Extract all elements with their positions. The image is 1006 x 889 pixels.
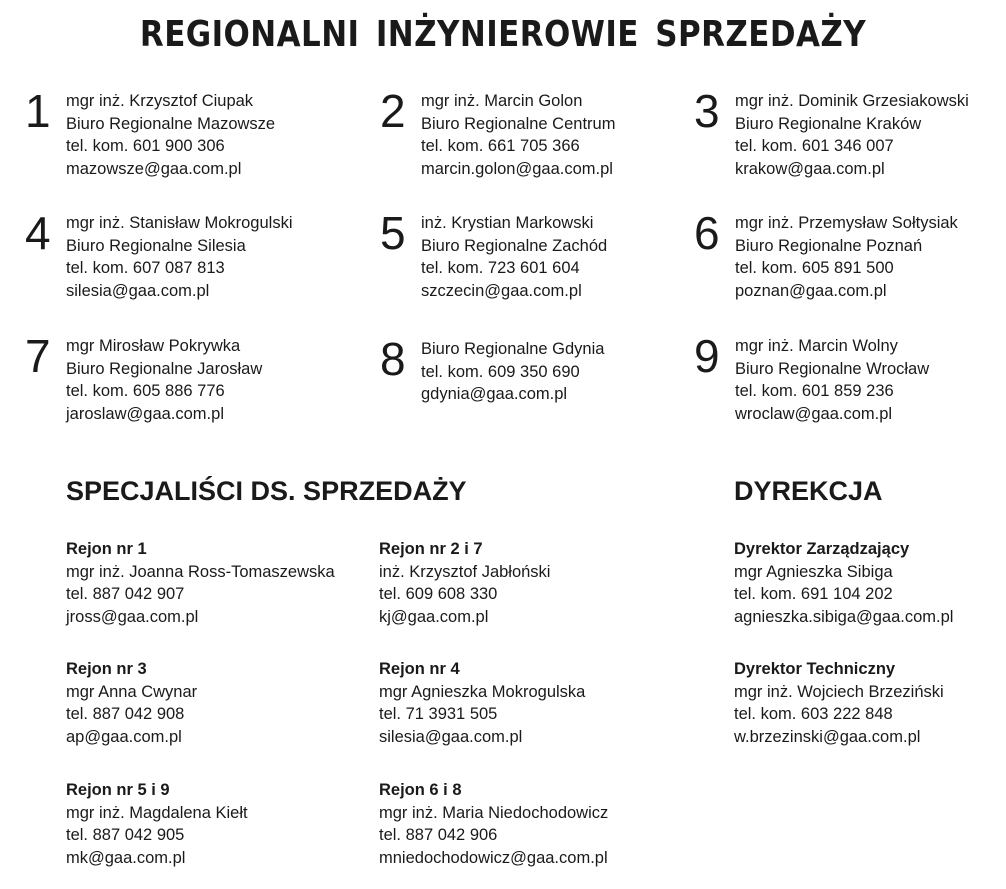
- region-number: 9: [694, 330, 720, 382]
- specialist-email[interactable]: silesia@gaa.com.pl: [379, 727, 523, 746]
- region-label: Rejon nr 5 i 9: [66, 781, 170, 799]
- director-card: [734, 538, 1004, 628]
- engineer-7: [25, 330, 355, 425]
- engineer-email[interactable]: szczecin@gaa.com.pl: [421, 281, 582, 300]
- region-number: 7: [25, 330, 51, 382]
- specialist-name: mgr inż. Maria Niedochodowicz: [379, 803, 609, 822]
- region-label: Rejon nr 2 i 7: [379, 540, 483, 558]
- engineer-phone: tel. kom. 607 087 813: [66, 259, 225, 277]
- specialist-phone: tel. 887 042 906: [379, 826, 498, 844]
- director-role: Dyrektor Zarządzający: [734, 540, 910, 558]
- specialist-phone: tel. 887 042 908: [66, 705, 185, 723]
- engineer-8: [380, 333, 710, 428]
- management-heading: DYREKCJA: [734, 476, 883, 506]
- director-name: mgr inż. Wojciech Brzeziński: [734, 682, 944, 701]
- engineer-4: [25, 207, 355, 302]
- region-label: Rejon nr 3: [66, 660, 147, 678]
- specialist-name: inż. Krzysztof Jabłoński: [379, 562, 551, 581]
- specialist-email[interactable]: ap@gaa.com.pl: [66, 727, 182, 746]
- region-label: Rejon nr 1: [66, 540, 147, 558]
- engineer-name: mgr inż. Przemysław Sołtysiak: [735, 214, 958, 232]
- engineer-name: mgr inż. Marcin Golon: [421, 92, 583, 110]
- specialist-card: [66, 779, 366, 869]
- engineer-office: Biuro Regionalne Kraków: [735, 114, 922, 133]
- engineer-office: Biuro Regionalne Jarosław: [66, 359, 263, 378]
- engineer-phone: tel. kom. 605 886 776: [66, 382, 225, 400]
- engineer-phone: tel. kom. 609 350 690: [421, 362, 580, 381]
- engineer-3: [694, 85, 1006, 180]
- engineer-email[interactable]: wroclaw@gaa.com.pl: [735, 404, 893, 423]
- specialist-phone: tel. 71 3931 505: [379, 705, 498, 723]
- engineer-name: inż. Krystian Markowski: [421, 214, 594, 232]
- director-card: [734, 658, 1004, 748]
- specialist-card: [379, 658, 679, 748]
- engineer-5: [380, 207, 710, 302]
- specialist-name: mgr inż. Joanna Ross-Tomaszewska: [66, 562, 335, 581]
- specialist-card: [66, 658, 366, 748]
- engineer-phone: tel. kom. 605 891 500: [735, 259, 894, 277]
- engineer-1: [25, 85, 355, 180]
- region-label: Rejon nr 4: [379, 660, 460, 678]
- specialist-card: [66, 538, 366, 628]
- engineer-name: mgr inż. Marcin Wolny: [735, 337, 898, 355]
- specialist-phone: tel. 887 042 907: [66, 585, 185, 603]
- engineer-9: [694, 330, 1006, 425]
- region-number: 6: [694, 207, 720, 259]
- region-number: 2: [380, 85, 406, 137]
- specialist-name: mgr inż. Magdalena Kiełt: [66, 803, 248, 822]
- engineer-office: Biuro Regionalne Wrocław: [735, 359, 930, 378]
- engineer-email[interactable]: silesia@gaa.com.pl: [66, 281, 210, 300]
- engineer-name: mgr inż. Stanisław Mokrogulski: [66, 214, 293, 232]
- specialist-name: mgr Agnieszka Mokrogulska: [379, 682, 586, 701]
- engineer-email[interactable]: jaroslaw@gaa.com.pl: [66, 404, 224, 423]
- director-phone: tel. kom. 691 104 202: [734, 585, 893, 603]
- engineer-email[interactable]: mazowsze@gaa.com.pl: [66, 159, 242, 178]
- engineer-office: Biuro Regionalne Mazowsze: [66, 114, 276, 133]
- specialist-card: [379, 779, 679, 869]
- engineer-email[interactable]: poznan@gaa.com.pl: [735, 281, 887, 300]
- specialist-email[interactable]: mniedochodowicz@gaa.com.pl: [379, 848, 608, 867]
- specialist-email[interactable]: mk@gaa.com.pl: [66, 848, 186, 867]
- engineer-phone: tel. kom. 661 705 366: [421, 137, 580, 155]
- specialist-email[interactable]: jross@gaa.com.pl: [66, 607, 199, 626]
- specialist-card: [379, 538, 679, 628]
- region-number: 3: [694, 85, 720, 137]
- engineer-6: [694, 207, 1006, 302]
- director-phone: tel. kom. 603 222 848: [734, 705, 893, 723]
- region-number: 8: [380, 333, 406, 385]
- engineer-office: Biuro Regionalne Zachód: [421, 236, 608, 255]
- engineer-office: Biuro Regionalne Silesia: [66, 236, 246, 255]
- engineer-phone: tel. kom. 723 601 604: [421, 259, 580, 277]
- engineer-email[interactable]: gdynia@gaa.com.pl: [421, 385, 568, 403]
- engineer-office: Biuro Regionalne Centrum: [421, 114, 616, 133]
- engineer-2: [380, 85, 710, 180]
- specialist-email[interactable]: kj@gaa.com.pl: [379, 607, 489, 626]
- engineer-email[interactable]: krakow@gaa.com.pl: [735, 159, 885, 178]
- director-role: Dyrektor Techniczny: [734, 660, 896, 678]
- director-email[interactable]: w.brzezinski@gaa.com.pl: [734, 727, 921, 746]
- region-label: Rejon 6 i 8: [379, 781, 462, 799]
- engineer-phone: tel. kom. 601 859 236: [735, 382, 894, 400]
- specialists-heading: SPECJALIŚCI DS. SPRZEDAŻY: [66, 476, 467, 506]
- region-number: 1: [25, 85, 51, 137]
- specialist-phone: tel. 609 608 330: [379, 585, 498, 603]
- engineer-name: mgr Mirosław Pokrywka: [66, 337, 241, 355]
- director-name: mgr Agnieszka Sibiga: [734, 562, 893, 581]
- engineer-office: Biuro Regionalne Poznań: [735, 236, 923, 255]
- engineer-name: mgr inż. Dominik Grzesiakowski: [735, 92, 969, 110]
- engineer-email[interactable]: marcin.golon@gaa.com.pl: [421, 159, 613, 178]
- engineer-phone: tel. kom. 601 346 007: [735, 137, 894, 155]
- engineer-name: mgr inż. Krzysztof Ciupak: [66, 92, 254, 110]
- page-title: REGIONALNI INŻYNIEROWIE SPRZEDAŻY: [139, 14, 867, 55]
- engineer-office: Biuro Regionalne Gdynia: [421, 340, 605, 358]
- region-number: 4: [25, 207, 51, 259]
- director-email[interactable]: agnieszka.sibiga@gaa.com.pl: [734, 607, 954, 626]
- engineer-phone: tel. kom. 601 900 306: [66, 137, 225, 155]
- specialist-phone: tel. 887 042 905: [66, 826, 185, 844]
- specialist-name: mgr Anna Cwynar: [66, 682, 198, 701]
- region-number: 5: [380, 207, 406, 259]
